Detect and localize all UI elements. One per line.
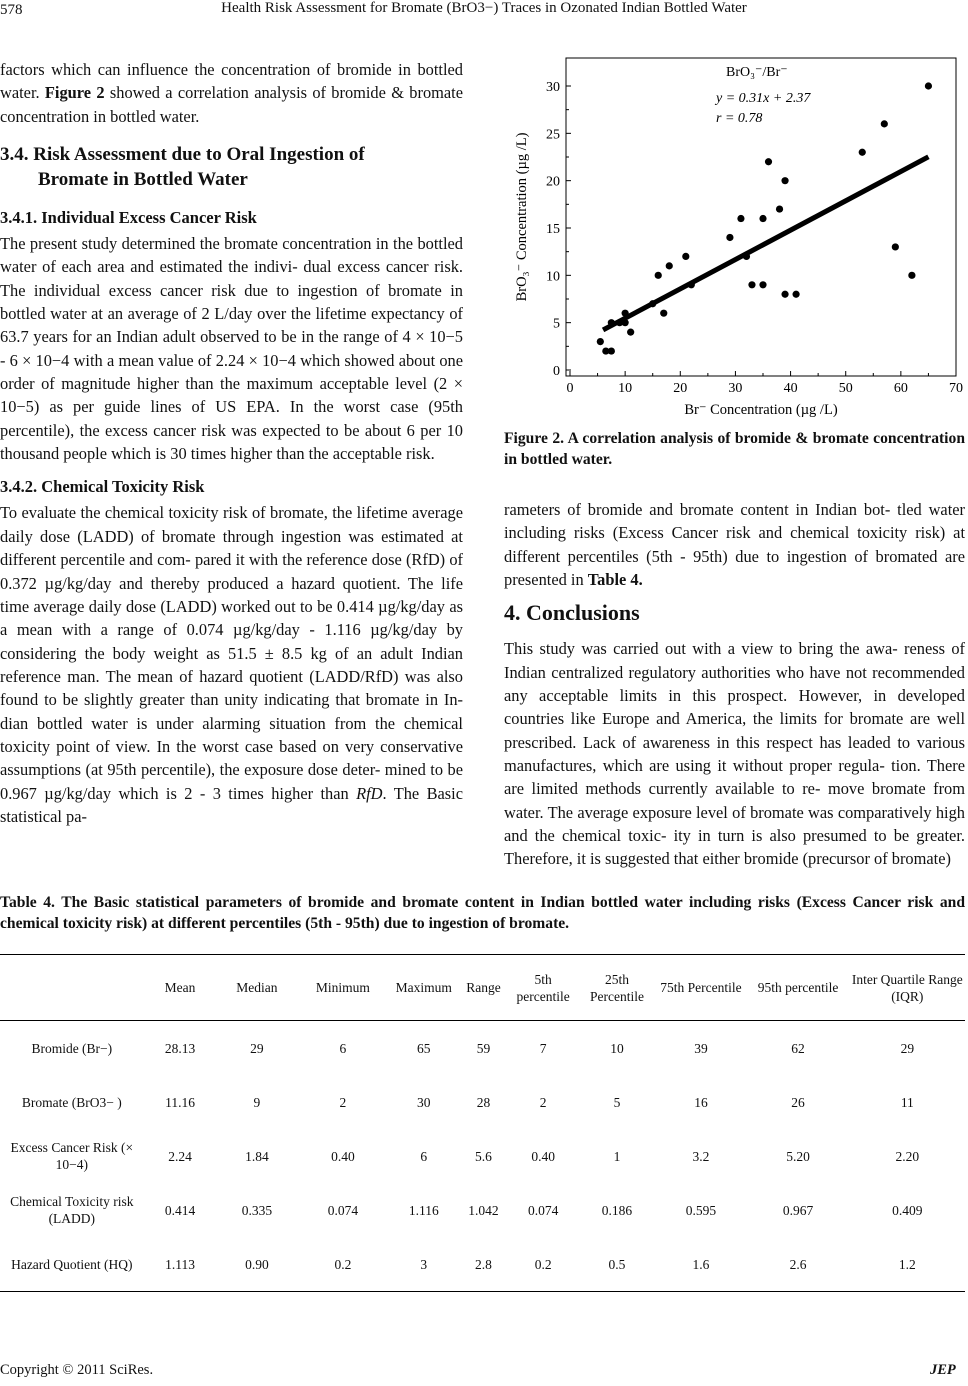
header-cell: Maximum: [388, 955, 459, 1021]
data-point: [608, 319, 615, 326]
table-cell: 0.40: [531, 1148, 555, 1164]
running-title: Health Risk Assessment for Bromate (BrO3−) Traces in Ozonated Indian Bottled Water: [221, 0, 747, 16]
section-3-4-heading: [0, 142, 463, 192]
table-intro-paragraph: [504, 498, 965, 591]
table-cell: 2: [539, 1094, 547, 1110]
table-cell: 28: [476, 1094, 491, 1110]
header-cell: Inter Quartile Range (IQR): [850, 955, 965, 1021]
data-point: [743, 253, 750, 260]
table-4: [0, 954, 965, 1292]
subsection-3-4-2-text: [0, 501, 463, 828]
table-cell: 59: [476, 1040, 491, 1056]
row-label-cell: Excess Cancer Risk (× 10−4): [10, 1140, 134, 1172]
regression-equation: y = 0.31x + 2.37: [716, 91, 811, 106]
table-4-caption: Table 4. The Basic statistical parameters of bromide and bromate content in Indian bottled water including risks (Excess Cancer risk and chemical toxicity risk) at different percentiles (5th - 95th) due to ingestion of bromate.: [0, 894, 965, 932]
page-number: 578: [0, 2, 23, 18]
table-cell: 2.24: [168, 1148, 192, 1164]
legend-label: BrO₃⁻/Br⁻: [726, 65, 788, 80]
table-cell: 5.20: [786, 1148, 810, 1164]
data-point: [655, 272, 662, 279]
table-cell: 0.074: [327, 1202, 359, 1218]
y-tick-label: 20: [546, 174, 560, 190]
header-cell: Mean: [144, 955, 217, 1021]
data-point: [726, 234, 733, 241]
data-point: [660, 310, 667, 317]
table-cell: 30: [417, 1094, 431, 1110]
table-cell: 16: [694, 1094, 708, 1110]
table-cell: 2.8: [459, 1237, 508, 1292]
header-cell: [0, 955, 144, 1021]
table-cell: 6: [420, 1148, 428, 1164]
table-cell: 0.335: [241, 1202, 273, 1218]
table-row: [0, 1129, 965, 1183]
table-4-ref[interactable]: Table 4.: [587, 570, 643, 590]
table-cell: 0.409: [892, 1202, 923, 1218]
subsection-3-4-2-heading: 3.4.2. Chemical Toxicity Risk: [0, 477, 205, 497]
data-point: [859, 149, 866, 156]
figure-2-ref[interactable]: Figure 2: [44, 83, 105, 103]
table-cell: 26: [791, 1094, 805, 1110]
table-cell: 1.042: [468, 1202, 499, 1218]
table-header-row: [0, 955, 965, 1021]
x-tick-label: 10: [618, 381, 633, 396]
correlation-r: r = 0.78: [716, 111, 763, 126]
header-cell: Median: [216, 955, 297, 1021]
table-cell: 3.2: [692, 1148, 710, 1164]
x-tick-labels: [567, 381, 964, 396]
rfd-term: RfD: [356, 783, 383, 803]
table-body: [0, 1021, 965, 1292]
header-cell: 5th percentile: [508, 955, 579, 1021]
table-cell: 6: [339, 1040, 347, 1056]
x-tick-label: 0: [566, 381, 574, 396]
subsection-3-4-1-heading: 3.4.1. Individual Excess Cancer Risk: [0, 208, 257, 228]
section-number: 3.4.: [0, 144, 29, 166]
table-cell: 5: [613, 1094, 621, 1110]
section-title-line2: Bromate in Bottled Water: [38, 169, 248, 191]
row-label-cell: Hazard Quotient (HQ): [0, 1237, 144, 1292]
data-point: [649, 300, 656, 307]
header-cell: 25th Percentile: [579, 955, 656, 1021]
data-point: [622, 319, 629, 326]
conclusions-text: This study was carried out with a view to bring the awa- reness of Indian centralized regulatory authorities who have not recommended any acceptable limits in this prospect. However, in developed countries like Europe and America, the limits for bromate are well prescribed. Lack of awareness in this respect has leaded to various manufactures, which are using it without proper regula- tion. There are limited methods currently available to re- move bromate from water. The average exposure level of bromate was comparatively high and the chemical toxic- ity in turn is also presumed to be greater. Therefore, it is suggested that either bromide (precursor of bromate): [504, 639, 965, 869]
data-point: [688, 281, 695, 288]
table-cell: 1: [613, 1148, 621, 1164]
toxicity-text-a: To evaluate the chemical toxicity risk of bromate, the lifetime average daily dose (LADD) of bromate through ingestion was estimated at different percentile and com- pared it with the reference dose (RfD) of 0.372 µg/kg/day and thereby produced a hazard quotient. The life time average daily dose (LADD) worked out to be 0.414 µg/kg/day as a mean with a range of 0.074 µg/kg/day - 1.116 µg/kg/day by considering the body weight as 51.5 ± 8.5 kg of an adult Indian reference man. The mean of hazard quotient (LADD/RfD) was also found to be slightly greater than unity indicating that bromate in In- dian bottled water is under alarming situation from the chemical toxicity point of view. In the worst case based on very conservative assumptions (at 95th percentile), the exposure dose deter- mined to be 0.967 µg/kg/day which is 2 - 3 times higher than: [0, 503, 463, 803]
data-point: [792, 291, 799, 298]
row-label-cell: Chemical Toxicity risk (LADD): [10, 1194, 134, 1226]
data-point: [781, 291, 788, 298]
table-cell: 0.2: [508, 1237, 579, 1292]
intro-text-b: showed a correlation analysis of bromide & bromate concentration in bottled water.: [0, 83, 463, 126]
subsection-3-4-1-text: The present study determined the bromate concentration in the bottled water of each area and estimated the indivi- dual excess cancer risk. The individual excess cancer risk due to ingestion of bromate in bottled water at an average of 2 L/day over the lifetime expectancy of 63.7 years for an Indian adult observed to be in the range of 4 × 10−5 - 6 × 10−4 with a mean value of 2.24 × 10−4 which showed about one order of magnitude higher than the maximum acceptable level (2 × 10−5) as per guide lines of US EPA. In the worst case (95th percentile), the excess cancer risk was expected to be about 6 per 10 thousand people which is 30 times higher than the acceptable risk.: [0, 234, 463, 464]
table-cell: 3: [388, 1237, 459, 1292]
y-tick-label: 5: [553, 316, 560, 332]
y-tick-label: 30: [546, 80, 560, 95]
x-axis-label: Br⁻ Concentration (µg /L): [684, 402, 838, 418]
data-point: [597, 338, 604, 345]
table-cell: 29: [250, 1040, 264, 1056]
data-point: [759, 215, 766, 222]
table-cell: 2.6: [746, 1237, 849, 1292]
x-tick-label: 30: [728, 381, 743, 396]
left-column: [0, 58, 463, 828]
table-cell: 1.113: [144, 1237, 217, 1292]
table-row: [0, 1021, 965, 1076]
data-point: [892, 243, 899, 250]
table-cell: 9: [253, 1094, 261, 1110]
y-tick-label: 0: [553, 364, 560, 379]
table-cell: 0.595: [685, 1202, 717, 1218]
data-point: [776, 205, 783, 212]
y-axis-label: BrO₃⁻ Concentration (µg /L): [514, 132, 530, 302]
data-point: [765, 158, 772, 165]
copyright: Copyright © 2011 SciRes.: [0, 1362, 154, 1378]
x-tick-label: 60: [893, 381, 908, 396]
intro-paragraph: [0, 58, 463, 128]
data-point: [608, 347, 615, 354]
table-cell: 0.414: [164, 1202, 196, 1218]
data-point: [737, 215, 744, 222]
header-cell: 95th percentile: [746, 955, 849, 1021]
data-point: [682, 253, 689, 260]
table-cell: 10: [610, 1040, 624, 1056]
x-tick-label: 20: [673, 381, 688, 396]
table-cell: 1.84: [245, 1148, 269, 1164]
data-point: [622, 310, 629, 317]
table-cell: 0.186: [601, 1202, 633, 1218]
data-point: [881, 120, 888, 127]
journal-abbrev: JEP: [930, 1362, 956, 1378]
table-cell: 0.90: [216, 1237, 297, 1292]
table-cell: 0.40: [331, 1148, 355, 1164]
table-cell: 5.6: [475, 1148, 492, 1164]
data-point: [908, 272, 915, 279]
table-cell: 0.074: [527, 1202, 559, 1218]
figure-2-caption: Figure 2. A correlation analysis of bromide & bromate concentration in bottled water.: [504, 430, 965, 468]
header-cell: 75th Percentile: [655, 955, 746, 1021]
header-cell: Range: [459, 955, 508, 1021]
table-cell: 2.20: [895, 1148, 920, 1164]
table-cell: 2: [339, 1094, 347, 1110]
table-cell: 65: [417, 1040, 431, 1056]
data-point: [666, 262, 673, 269]
data-point: [781, 177, 788, 184]
table-cell: 62: [791, 1040, 805, 1056]
data-point: [627, 329, 634, 336]
table-cell: 1.116: [408, 1202, 439, 1218]
data-point: [748, 281, 755, 288]
table-cell: 11: [900, 1094, 914, 1110]
data-point: [925, 82, 932, 89]
toxicity-text-b: . The Basic statistical pa-: [0, 783, 463, 826]
table-cell: 28.13: [164, 1040, 196, 1056]
table-cell: 0.967: [782, 1202, 814, 1218]
y-tick-labels: [546, 80, 560, 379]
header-cell: Minimum: [297, 955, 388, 1021]
y-tick-label: 15: [546, 222, 560, 237]
table-row: [0, 1075, 965, 1129]
table-row: [0, 1237, 965, 1292]
figure-2-scatter-chart: [504, 52, 965, 420]
x-tick-label: 50: [838, 381, 853, 396]
table-cell: 29: [900, 1040, 915, 1056]
table-cell: 39: [694, 1040, 708, 1056]
table-cell: 1.6: [655, 1237, 746, 1292]
table-cell: 11.16: [165, 1094, 195, 1110]
table-cell: 1.2: [850, 1237, 965, 1292]
table-cell: 0.5: [579, 1237, 656, 1292]
x-tick-label: 40: [783, 381, 798, 396]
table-intro-text: rameters of bromide and bromate content in Indian bot- tled water including risks (Excess Cancer risk and chemical toxicity risk) at different percentiles (5th - 95th) due to ingestion of bromated are presented in: [504, 500, 965, 590]
section-title-line1: Risk Assessment due to Oral Ingestion of: [33, 144, 365, 166]
intro-text-a: factors which can influence the concentration of bromide in bottled water.: [0, 60, 463, 103]
row-label-cell: Bromide (Br−): [31, 1040, 113, 1056]
right-column: [504, 498, 965, 871]
data-point: [759, 281, 766, 288]
table-row: [0, 1183, 965, 1237]
x-tick-label: 70: [949, 381, 963, 396]
table-cell: 0.2: [297, 1237, 388, 1292]
table-cell: 7: [539, 1040, 547, 1056]
conclusions-heading: 4. Conclusions: [504, 600, 640, 626]
row-label-cell: Bromate (BrO3− ): [21, 1094, 122, 1110]
y-tick-label: 25: [546, 127, 560, 143]
y-tick-label: 10: [546, 269, 560, 285]
